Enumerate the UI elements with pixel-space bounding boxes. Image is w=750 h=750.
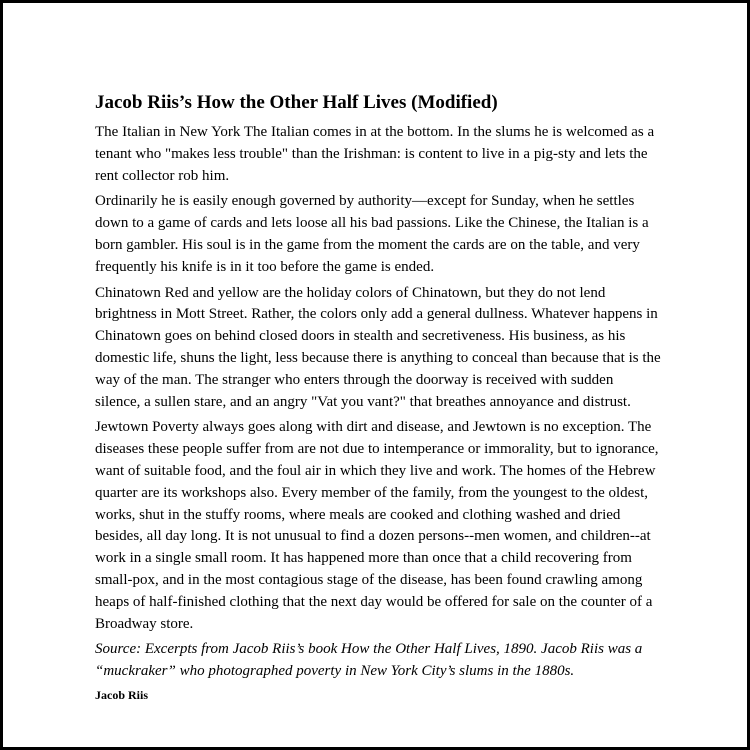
document-content	[95, 91, 661, 703]
paragraph-jewtown: Jewtown Poverty always goes along with dirt and disease, and Jewtown is no exception. The diseases these people suffer from are not due to intemperance or immorality, but to ignorance, want of suitable food, and the foul air in which they live and work. The homes of the Hebrew quarter are its workshops also. Every member of the family, from the youngest to the oldest, works, shut in the stuffy rooms, where meals are cooked and clothing washed and dried besides, all day long. It is not unusual to find a dozen persons--men women, and children--at work in a single small room. It has happened more than once that a child recovering from small-pox, and in the most contagious stage of the disease, has been found crawling among heaps of half-finished clothing that the next day would be offered for sale on the counter of a Broadway store.	[95, 419, 659, 632]
paragraph-chinatown: Chinatown Red and yellow are the holiday colors of Chinatown, but they do not lend brightness in Mott Street. Rather, the colors only add a general dullness. Whatever happens in Chinatown goes on behind closed doors in stealth and secretiveness. His business, as his domestic life, shuns the light, less because there is anything to conceal than because that is the way of the man. The stranger who enters through the doorway is received with sudden silence, a sullen stare, and an angry "Vat you vant?" that breathes annoyance and distrust.	[95, 284, 661, 410]
paragraph-italian-intro: The Italian in New York The Italian comes in at the bottom. In the slums he is welcomed as a tenant who "makes less trouble" than the Irishman: is content to live in a pig-sty and lets the rent collector rob him.	[95, 124, 655, 184]
paragraph-italian-gambling: Ordinarily he is easily enough governed by authority—except for Sunday, when he settles down to a game of cards and lets loose all his bad passions. Like the Chinese, the Italian is a born gambler. His soul is in the game from the moment the cards are on the table, and very frequently his knife is in it too before the game is ended.	[95, 193, 649, 275]
document-title: Jacob Riis’s How the Other Half Lives (Modified)	[95, 92, 498, 113]
source-citation: Source: Excerpts from Jacob Riis’s book How the Other Half Lives, 1890. Jacob Riis was a “muckraker” who photographed poverty in New York City’s slums in the 1880s.	[95, 641, 643, 680]
document-page	[3, 3, 747, 747]
author-name: Jacob Riis	[95, 687, 149, 702]
